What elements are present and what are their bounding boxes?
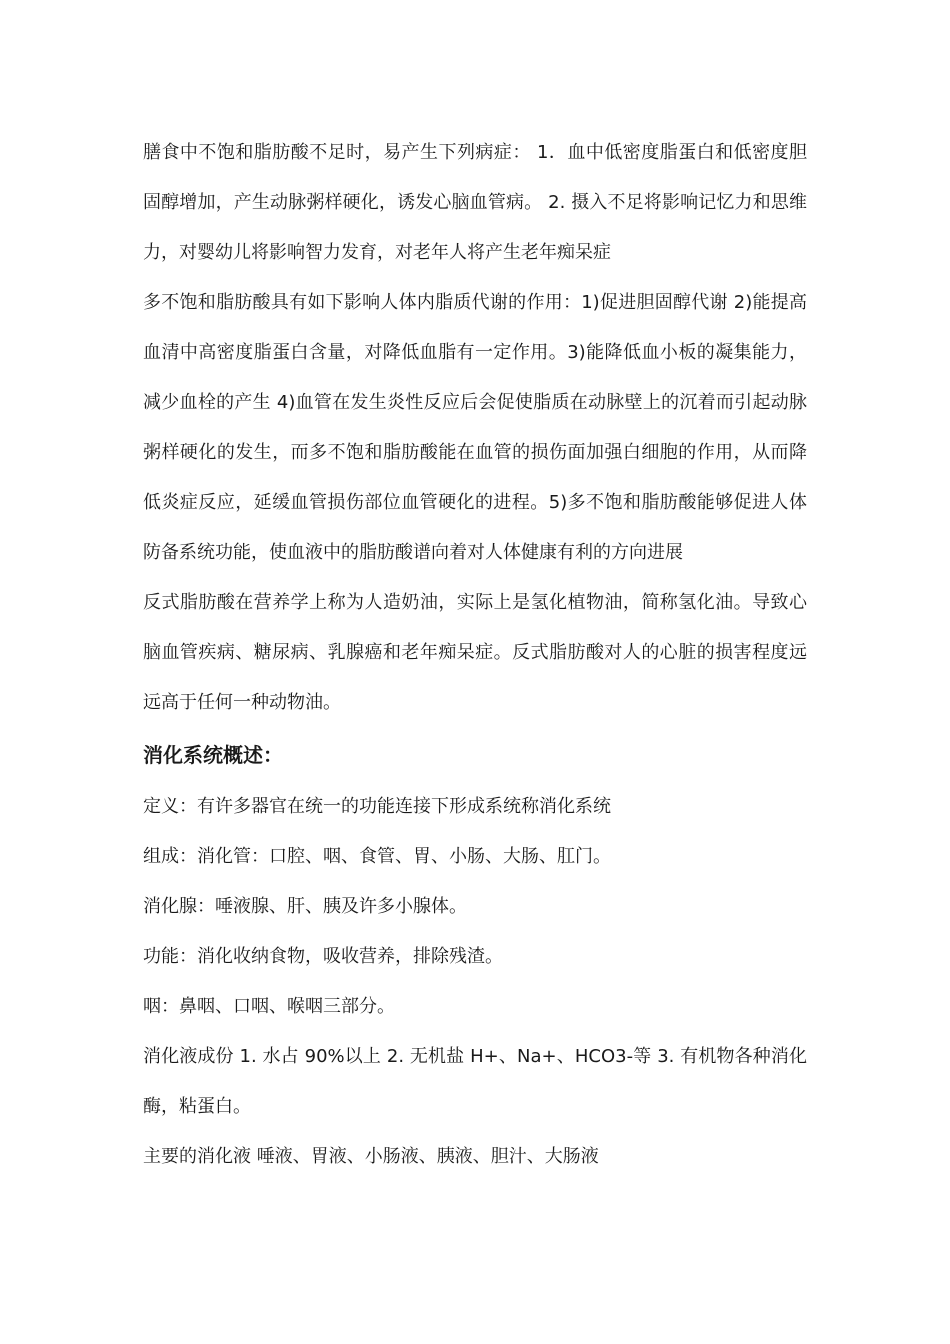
glands-line: 消化腺：唾液腺、肝、胰及许多小腺体。 [143,896,467,917]
paragraph-unsaturated-deficiency: 膳食中不饱和脂肪酸不足时，易产生下列病症： 1．血中低密度脂蛋白和低密度胆固醇增加，产生动脉粥样硬化，诱发心脑血管病。 2. 摄入不足将影响记忆力和思维力，对婴幼儿将影响智力发育，对老年人将产生老年痴呆症 [143,142,807,263]
paragraph-trans-fat: 反式脂肪酸在营养学上称为人造奶油，实际上是氢化植物油，简称氢化油。导致心脑血管疾病、糖尿病、乳腺癌和老年痴呆症。反式脂肪酸对人的心脏的损害程度远远高于任何一种动物油。 [143,592,807,713]
function-line: 功能：消化收纳食物，吸收营养，排除残渣。 [143,946,503,967]
digestive-fluid-line: 消化液成份 1. 水占 90%以上 2. 无机盐 H+、Na+、HCO3-等 3. 有机物各种消化酶，粘蛋白。 [143,1046,807,1117]
section-heading: 消化系统概述： [143,743,283,767]
paragraph-polyunsaturated-effects: 多不饱和脂肪酸具有如下影响人体内脂质代谢的作用：1)促进胆固醇代谢 2)能提高血清中高密度脂蛋白含量，对降低血脂有一定作用。3)能降低血小板的凝集能力，减少血栓的产生 4)血管在发生炎性反应后会促使脂质在动脉壁上的沉着而引起动脉粥样硬化的发生，而多不饱和脂肪酸能在血管的损伤面加强白细胞的作用，从而降低炎症反应，延缓血管损伤部位血管硬化的进程。5)多不饱和脂肪酸能够促进人体防备系统功能，使血液中的脂肪酸谱向着对人体健康有利的方向进展 [143,292,807,563]
document-page [143,128,807,1182]
main-fluids-line: 主要的消化液 唾液、胃液、小肠液、胰液、胆汁、大肠液 [143,1146,599,1167]
composition-line: 组成：消化管：口腔、咽、食管、胃、小肠、大肠、肛门。 [143,846,611,867]
definition-line: 定义：有许多器官在统一的功能连接下形成系统称消化系统 [143,796,611,817]
pharynx-line: 咽：鼻咽、口咽、喉咽三部分。 [143,996,395,1017]
